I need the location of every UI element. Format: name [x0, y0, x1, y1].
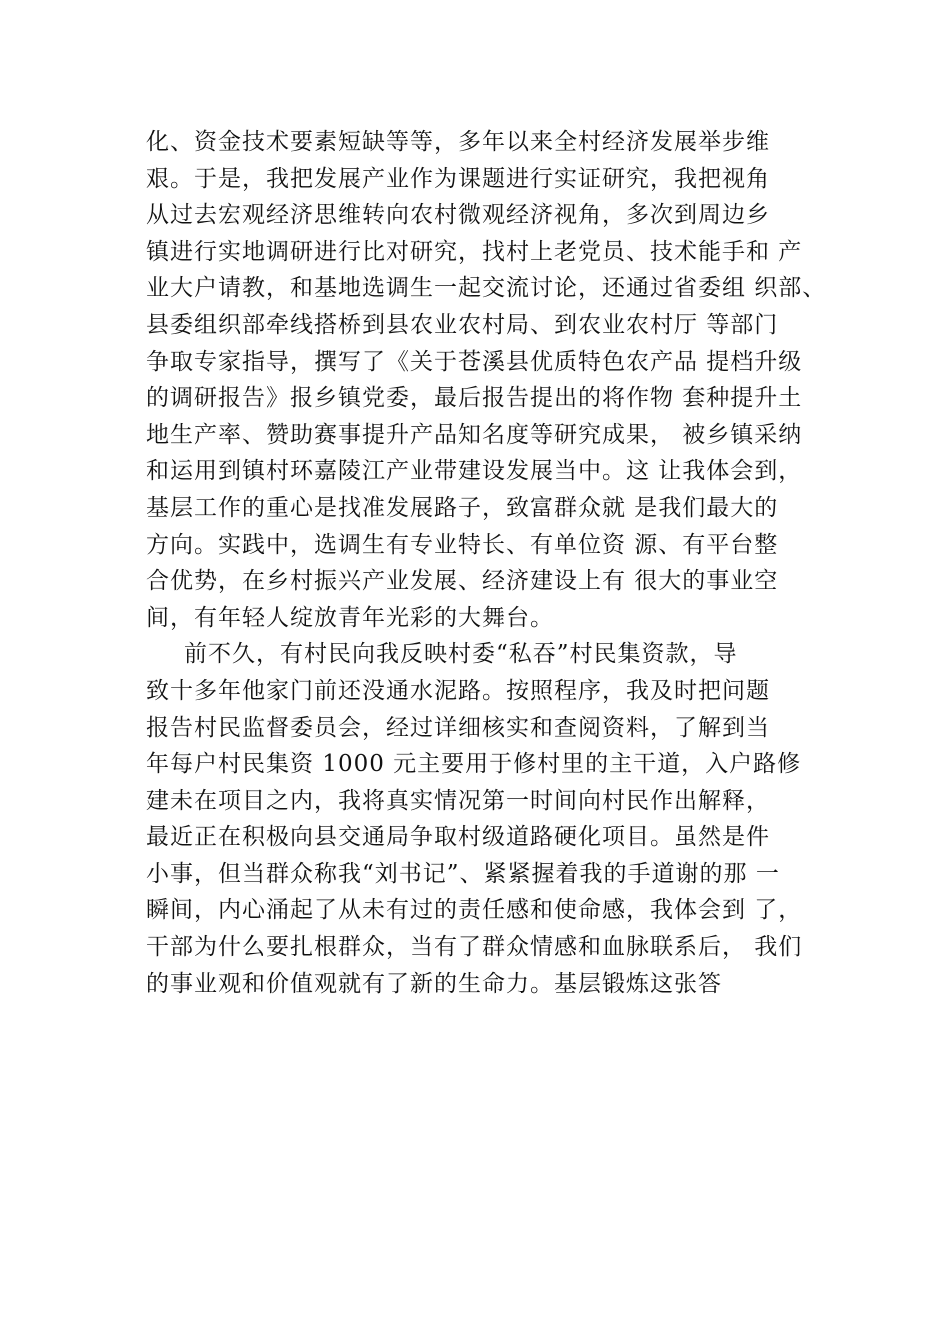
text-line: 镇进行实地调研进行比对研究，找村上老党员、技术能手和 产: [146, 238, 803, 265]
text-line: 的调研报告》报乡镇党委，最后报告提出的将作物 套种提升土: [146, 385, 803, 412]
text-line: 方向。实践中，选调生有专业特长、有单位资 源、有平台整: [146, 531, 779, 558]
text-line: 的事业观和价值观就有了新的生命力。基层锻炼这张答: [146, 970, 722, 997]
text-line: 最近正在积极向县交通局争取村级道路硬化项目。虽然是件: [146, 824, 770, 851]
text-line: 小事，但当群众称我“刘书记”、紧紧握着我的手道谢的那 一: [146, 860, 780, 887]
text-line: 致十多年他家门前还没通水泥路。按照程序，我及时把问题: [146, 677, 770, 704]
text-line: 艰。于是，我把发展产业作为课题进行实证研究，我把视角: [146, 165, 770, 192]
text-line: 报告村民监督委员会，经过详细核实和查阅资料，了解到当: [146, 714, 770, 741]
paragraph-1: [146, 124, 866, 636]
text-line: 地生产率、赞助赛事提升产品知名度等研究成果， 被乡镇采纳: [146, 421, 803, 448]
text-line: 干部为什么要扎根群众，当有了群众情感和血脉联系后， 我们: [146, 934, 803, 961]
paragraph-2: [146, 636, 866, 1002]
text-line: 年每户村民集资 1000 元主要用于修村里的主干道，入户路修: [146, 751, 802, 778]
body-text: [146, 124, 866, 1002]
text-line: 建未在项目之内，我将真实情况第一时间向村民作出解释，: [146, 787, 770, 814]
text-line: 合优势，在乡村振兴产业发展、经济建设上有 很大的事业空: [146, 568, 779, 595]
text-line: 基层工作的重心是找准发展路子，致富群众就 是我们最大的: [146, 494, 779, 521]
text-line: 间，有年轻人绽放青年光彩的大舞台。: [146, 604, 554, 631]
text-line: 和运用到镇村环嘉陵江产业带建设发展当中。这 让我体会到，: [146, 458, 803, 485]
text-line: 化、资金技术要素短缺等等，多年以来全村经济发展举步维: [146, 129, 770, 155]
text-line: 争取专家指导，撰写了《关于苍溪县优质特色农产品 提档升级: [146, 348, 803, 375]
text-line: 瞬间，内心涌起了从未有过的责任感和使命感，我体会到 了，: [146, 897, 803, 924]
text-line: 县委组织部牵线搭桥到县农业农村局、到农业农村厅 等部门: [146, 311, 779, 338]
text-line: 前不久，有村民向我反映村委“私吞”村民集资款，导: [184, 641, 738, 668]
text-line: 业大户请教，和基地选调生一起交流讨论，还通过省委组 织部、: [146, 275, 827, 302]
text-line: 从过去宏观经济思维转向农村微观经济视角，多次到周边乡: [146, 202, 770, 229]
